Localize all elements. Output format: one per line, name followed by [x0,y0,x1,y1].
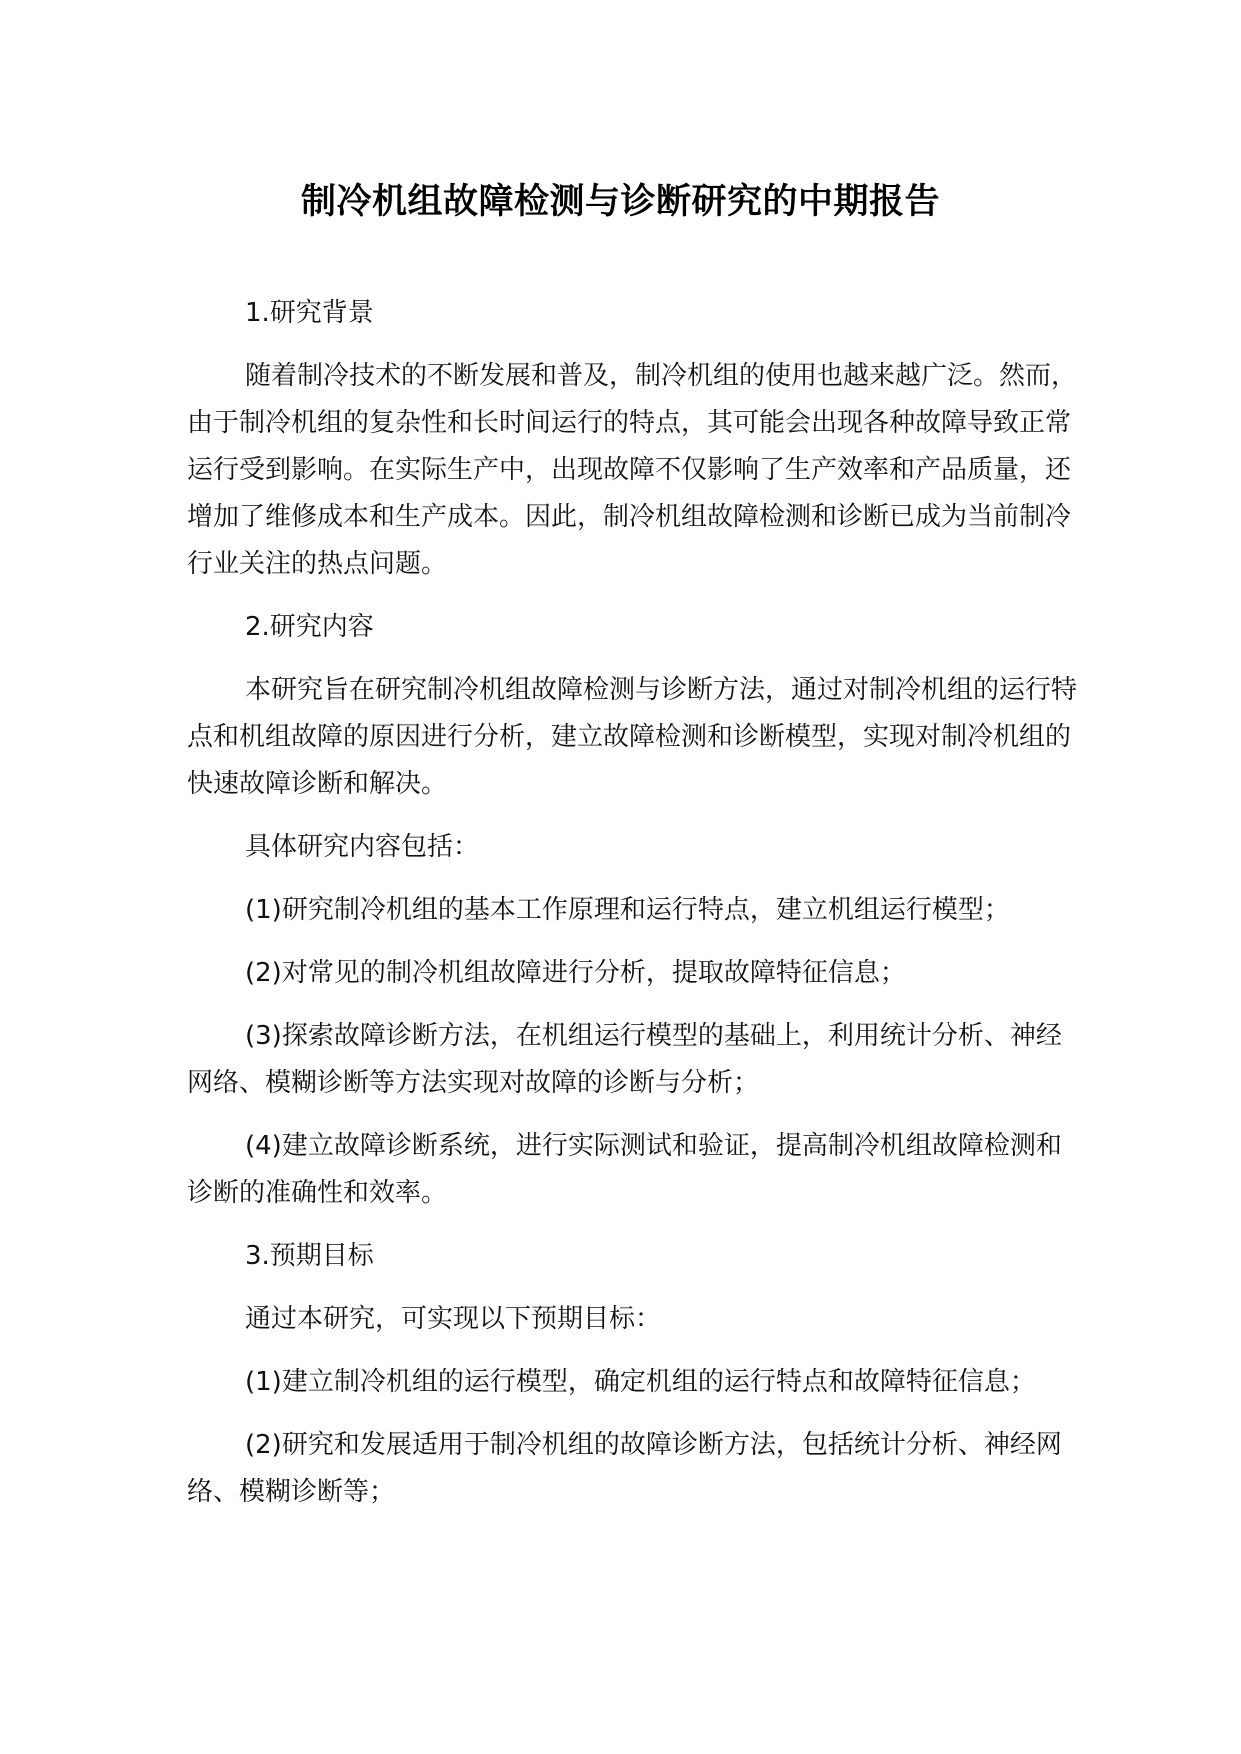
list-item-goals-1: (1)建立制冷机组的运行模型，确定机组的运行特点和故障特征信息； [245,1367,1036,1397]
paragraph-background: 随着制冷技术的不断发展和普及，制冷机组的使用也越来越广泛。然而，由于制冷机组的复杂性和长时间运行的特点，其可能会出现各种故障导致正常运行受到影响。在实际生产中，出现故障不仅影响了生产效率和产品质量，还增加了维修成本和生产成本。因此，制冷机组故障检测和诊断已成为当前制冷行业关注的热点问题。 [187,361,1078,579]
paragraph-content-list-lead: 具体研究内容包括： [245,832,480,862]
section-heading-background: 1.研究背景 [245,298,374,328]
list-item-goals-2: (2)研究和发展适用于制冷机组的故障诊断方法，包括统计分析、神经网络、模糊诊断等； [187,1430,1062,1507]
document-title: 制冷机组故障检测与诊断研究的中期报告 [300,182,940,222]
list-item-content-1: (1)研究制冷机组的基本工作原理和运行特点，建立机组运行模型； [245,895,1010,925]
paragraph-content-intro: 本研究旨在研究制冷机组故障检测与诊断方法，通过对制冷机组的运行特点和机组故障的原因进行分析，建立故障检测和诊断模型，实现对制冷机组的快速故障诊断和解决。 [187,675,1078,799]
paragraph-goals-lead: 通过本研究，可实现以下预期目标： [245,1304,662,1334]
section-heading-goals: 3.预期目标 [245,1241,374,1271]
list-item-content-2: (2)对常见的制冷机组故障进行分析，提取故障特征信息； [245,958,906,988]
section-heading-content: 2.研究内容 [245,612,374,642]
list-item-content-4: (4)建立故障诊断系统，进行实际测试和验证，提高制冷机组故障检测和诊断的准确性和效率。 [187,1131,1062,1208]
list-item-content-3: (3)探索故障诊断方法，在机组运行模型的基础上，利用统计分析、神经网络、模糊诊断等方法实现对故障的诊断与分析； [187,1021,1062,1098]
document-body [187,290,1087,1532]
